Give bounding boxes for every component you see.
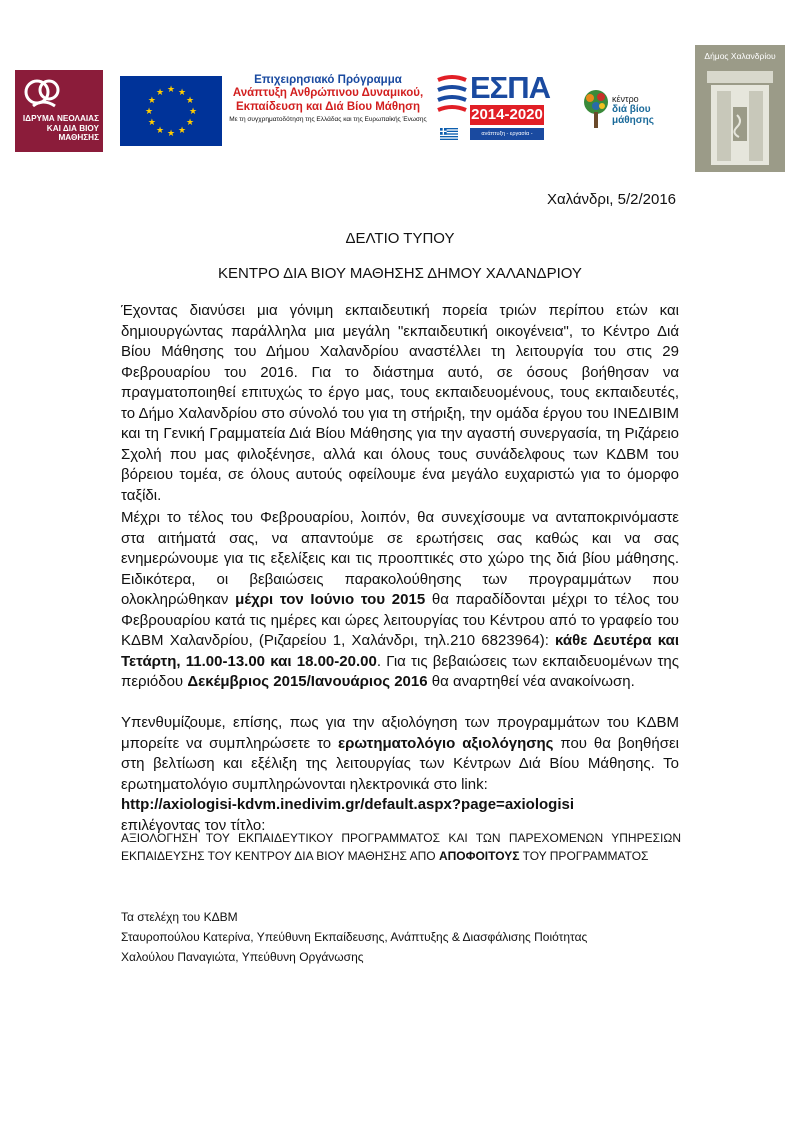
period-dec-jan: Δεκέμβριος 2015/Ιανουάριος 2016 <box>187 673 428 690</box>
document-subtitle: ΚΕΝΤΡΟ ΔΙΑ ΒΙΟΥ ΜΑΘΗΣΗΣ ΔΗΜΟΥ ΧΑΛΑΝΔΡΙΟΥ <box>218 265 582 282</box>
paragraph-evaluation-text-3: επιλέγοντας τον τίτλο: <box>121 816 266 834</box>
eu-flag-logo <box>120 76 222 146</box>
ep-line2: Ανάπτυξη Ανθρώπινου Δυναμικού, <box>232 87 424 99</box>
paragraph-intro: Έχοντας διανύσει μια γόνιμη εκπαιδευτική πορεία τριών περίπου ετών και δημιουργώντας παράλληλα μια μεγάλη "εκπαιδευτική οικογένεια", το Κέντρο Διά Βίου Μάθησης του Δήμου Χαλανδρίου αναστέλλει τη λειτουργία του στις 29 Φεβρουαρίου του 2016. Για το διάστημα αυτό, σε όσους βοήθησαν να πραγματοποιηθεί επιτυχώς το έργο μας, τους εκπαιδευομένους, τους εκπαιδευτές, το Δήμο Χαλανδρίου στο σύνολό του για τη στήριξη, την ομάδα έργου του ΙΝΕΔΙΒΙΜ και τη Γενική Γραμματεία Διά Βίου Μάθησης για την αγαστή συνεργασία, τη Ριζάρειο Σχολή που μας φιλοξένησε, αλλά και όλους τους συνάδελφους των ΚΔΒΜ του βόρειου τομέα, σε όλους αυτούς οφείλουμε ένα μεγάλο ευχαριστώ για το όμορφο ταξίδι. <box>121 302 679 504</box>
document-date: Χαλάνδρι, 5/2/2016 <box>546 191 676 208</box>
municipality-logo <box>695 45 785 172</box>
signature-person-2: Χαλούλου Παναγιώτα, Υπεύθυνη Οργάνωσης <box>121 950 364 964</box>
evaluation-link[interactable]: http://axiologisi-kdvm.inedivim.gr/default.aspx?page=axiologisi <box>121 796 575 813</box>
espa-slogan: ανάπτυξη - εργασία - αλληλεγγύη <box>470 128 544 140</box>
questionnaire-title-text-1: ΑΞΙΟΛΟΓΗΣΗ ΤΟΥ ΕΚΠΑΙΔΕΥΤΙΚΟΥ ΠΡΟΓΡΑΜΜΑΤΟΣ ΚΑΙ ΤΩΝ ΠΑΡΕΧΟΜΕΝΩΝ ΥΠΗΡΕΣΙΩΝ ΕΚΠΑΙΔΕΥΣΗΣ ΤΟΥ ΚΕΝΤΡΟΥ ΔΙΑ ΒΙΟΥ ΜΑΘΗΣΗΣ ΑΠΟ <box>121 831 681 863</box>
tree-icon <box>582 88 610 132</box>
paragraph-evaluation-text-2: που θα βοηθήσει στη βελτίωση και εξέλιξη της λειτουργίας των Κέντρων Διά Βίου Μάθησης. Το ερωτηματολόγιο συμπληρώνονται ηλεκτρονικά στο link: <box>121 734 679 793</box>
deadline-june-2015: μέχρι τον Ιούνιο του 2015 <box>235 591 426 608</box>
kdvm-logo <box>582 86 668 134</box>
eu-star-icon: ★ <box>166 84 176 94</box>
kdvm-line2: διά βίου <box>612 104 651 115</box>
espa-logo <box>434 70 551 149</box>
municipality-name: Δήμος Χαλανδρίου <box>704 51 776 61</box>
kdvm-text <box>612 94 654 126</box>
monument-icon <box>695 45 785 172</box>
espa-years: 2014-2020 <box>471 106 543 123</box>
document-title: ΔΕΛΤΙΟ ΤΥΠΟΥ <box>345 230 455 247</box>
inedivim-logo <box>15 70 103 152</box>
inedivim-text: ΙΔΡΥΜΑ ΝΕΟΛΑΙΑΣ ΚΑΙ ΔΙΑ ΒΙΟΥ ΜΑΘΗΣΗΣ <box>22 114 99 142</box>
paragraph-certificates-text-4: θα αναρτηθεί νέα ανακοίνωση. <box>427 673 635 690</box>
questionnaire-title-text-2: ΤΟΥ ΠΡΟΓΡΑΜΜΑΤΟΣ <box>519 849 649 863</box>
eu-star-icon: ★ <box>147 95 156 105</box>
operational-programme-logo <box>226 72 430 144</box>
eu-star-icon: ★ <box>155 125 165 136</box>
eu-star-icon: ★ <box>155 86 165 97</box>
graduates-label: ΑΠΟΦΟΙΤΟΥΣ <box>438 849 520 863</box>
eu-star-icon: ★ <box>186 95 195 105</box>
eu-star-icon: ★ <box>186 117 195 127</box>
kdvm-line1: κέντρο <box>612 94 639 104</box>
eu-star-icon: ★ <box>177 125 187 136</box>
paragraph-certificates-text-2: θα παραδίδονται μέχρι το τέλος του Φεβρουαρίου κατά τις ημέρες και ώρες λειτουργίας του Κέντρου από το γραφείο του ΚΔΒΜ Χαλανδρίου, (Ριζαρείου 1, Χαλάνδρι, τηλ.210 6823964): <box>121 591 679 649</box>
paragraph-certificates <box>121 508 679 693</box>
eu-star-icon: ★ <box>147 117 156 127</box>
inedivim-mark-icon <box>23 76 63 112</box>
paragraph-evaluation-text-1: Υπενθυμίζουμε, επίσης, πως για την αξιολόγηση των προγραμμάτων του ΚΔΒΜ μπορείτε να συμπληρώσετε το <box>121 714 679 752</box>
paragraph-certificates-text-1: Μέχρι το τέλος του Φεβρουαρίου, λοιπόν, θα συνεχίσουμε να ανταποκρινόμαστε στα αιτήματά σας, να απαντούμε σε ερωτήσεις σας καθώς και να σας ενημερώνουμε για τις εξελίξεις και τις προοπτικές στο χώρο της διά βίου μάθησης. Ειδικότερα, οι βεβαιώσεις παρακολούθησης των προγραμμάτων που ολοκληρώθηκαν <box>121 509 679 608</box>
signature-heading: Τα στελέχη του ΚΔΒΜ <box>121 910 238 924</box>
eu-star-icon: ★ <box>166 128 176 138</box>
eu-stars-icon <box>120 76 222 146</box>
greek-flag-icon <box>436 128 462 140</box>
eu-star-icon: ★ <box>188 106 198 116</box>
espa-word: ΕΣΠΑ <box>470 70 551 105</box>
kdvm-line3: μάθησης <box>612 115 654 126</box>
espa-stripes-icon <box>434 72 468 124</box>
questionnaire-title <box>121 829 681 865</box>
ep-line3: Εκπαίδευση και Διά Βίου Μάθηση <box>235 101 421 113</box>
eu-star-icon: ★ <box>177 86 187 97</box>
paragraph-certificates-text-3: . Για τις βεβαιώσεις των εκπαιδευομένων της περιόδου <box>121 652 679 690</box>
eu-star-icon: ★ <box>144 106 154 116</box>
evaluation-questionnaire: ερωτηματολόγιο αξιολόγησης <box>338 734 554 752</box>
ep-line1: Επιχειρησιακό Πρόγραμμα <box>254 74 402 86</box>
office-hours: κάθε Δευτέρα και Τετάρτη, 11.00-13.00 και 18.00-20.00 <box>121 632 679 670</box>
signature-person-1: Σταυροπούλου Κατερίνα, Υπεύθυνη Εκπαίδευσης, Ανάπτυξης & Διασφάλισης Ποιότητας <box>121 930 588 944</box>
ep-line4: Με τη συγχρηματοδότηση της Ελλάδας και της Ευρωπαϊκής Ένωσης <box>229 116 427 123</box>
paragraph-evaluation <box>121 713 679 836</box>
